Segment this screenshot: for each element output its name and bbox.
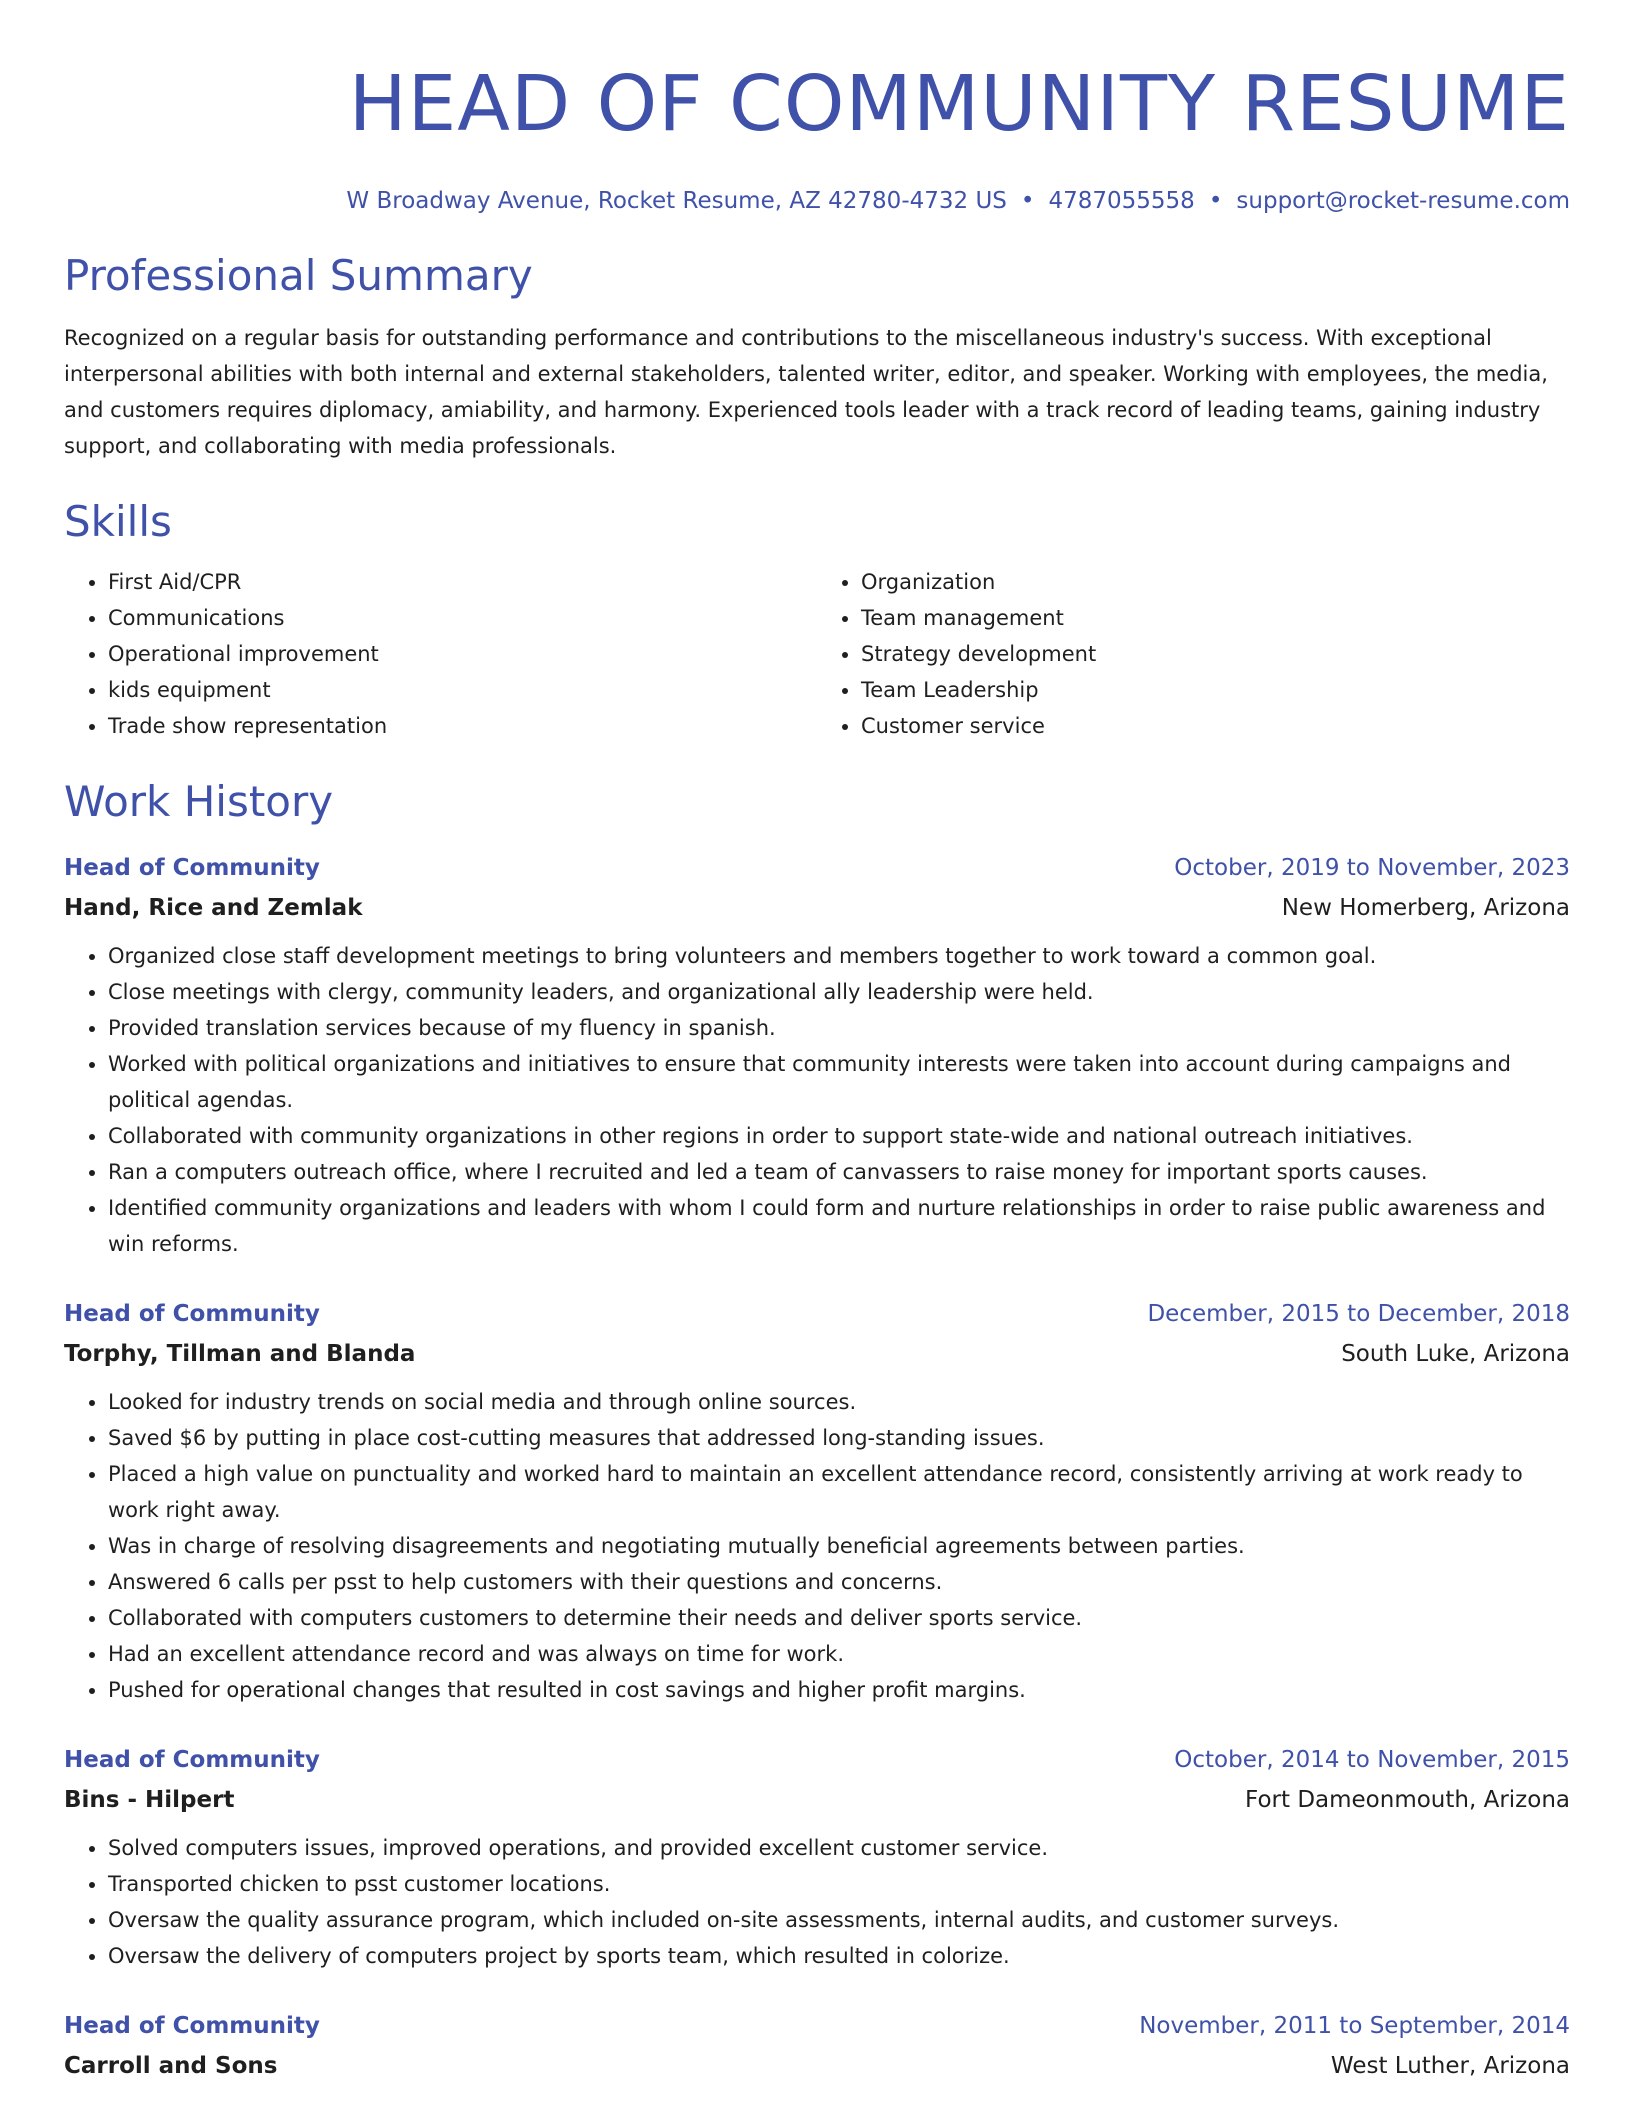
job-bullet: • Organized close staff development meetings to bring volunteers and members together to work toward a common goal. [108, 938, 1570, 974]
summary-text: Recognized on a regular basis for outstanding performance and contributions to the miscellaneous industry's success. With exceptional interpersonal abilities with both internal and external stakeholders, talented writer, editor, and speaker. Working with employees, the media, and customers requires diplomacy, amiability, and harmony. Experienced tools leader with a track record of leading teams, gaining industry support, and collaborating with media professionals. [64, 326, 1548, 458]
job-bullet: • Close meetings with clergy, community leaders, and organizational ally leadership were held. [108, 974, 1570, 1010]
job-location: Fort Dameonmouth, Arizona [1245, 1787, 1570, 1813]
job-company: Carroll and Sons [64, 2053, 278, 2079]
job-bullet: • Collaborated with computers customers to determine their needs and deliver sports service. [108, 1600, 1570, 1636]
job-bullet: • Identified community organizations and leaders with whom I could form and nurture relationships in order to raise public awareness and win reforms. [108, 1190, 1570, 1262]
job-company: Torphy, Tillman and Blanda [64, 1341, 416, 1367]
skill-item: • Team management [861, 600, 1570, 636]
contact-email: support@rocket-resume.com [1236, 188, 1570, 214]
job-dates: November, 2011 to September, 2014 [1139, 2013, 1570, 2039]
skill-item: • First Aid/CPR [108, 564, 817, 600]
skill-item: • Trade show representation [108, 708, 817, 744]
job-bullet: • Placed a high value on punctuality and worked hard to maintain an excellent attendance record, consistently arriving at work ready to work right away. [108, 1456, 1570, 1528]
job-bullet: • Pushed for operational changes that resulted in cost savings and higher profit margins. [108, 1672, 1570, 1708]
contact-separator: • [1020, 188, 1035, 214]
job-bullet: • Oversaw the quality assurance program, which included on-site assessments, internal audits, and customer surveys. [108, 1902, 1570, 1938]
job-bullet: • Had an excellent attendance record and was always on time for work. [108, 1636, 1570, 1672]
contact-address: W Broadway Avenue, Rocket Resume, AZ 42780-4732 US [346, 188, 1007, 214]
job-bullet: • Was in charge of resolving disagreements and negotiating mutually beneficial agreements between parties. [108, 1528, 1570, 1564]
job-company-row [64, 1780, 1570, 1820]
job-entry [64, 2006, 1570, 2086]
skills-grid [64, 564, 1570, 744]
skill-item: • Operational improvement [108, 636, 817, 672]
job-company-row [64, 888, 1570, 928]
skills-list-right [817, 564, 1570, 744]
job-bullet: • Collaborated with community organizations in other regions in order to support state-wide and national outreach initiatives. [108, 1118, 1570, 1154]
job-bullet: • Solved computers issues, improved operations, and provided excellent customer service. [108, 1830, 1570, 1866]
job-location: West Luther, Arizona [1330, 2053, 1570, 2079]
job-company-row [64, 2046, 1570, 2086]
skill-item: • Customer service [861, 708, 1570, 744]
job-dates: October, 2019 to November, 2023 [1174, 855, 1570, 881]
resume-title: HEAD OF COMMUNITY RESUME [348, 60, 1570, 149]
skills-list-left [64, 564, 817, 744]
job-dates: December, 2015 to December, 2018 [1147, 1301, 1570, 1327]
job-entry [64, 1294, 1570, 1708]
skill-item: • Strategy development [861, 636, 1570, 672]
contact-phone: 4787055558 [1048, 188, 1195, 214]
job-bullet: • Oversaw the delivery of computers project by sports team, which resulted in colorize. [108, 1938, 1570, 1974]
job-dates: October, 2014 to November, 2015 [1174, 1747, 1570, 1773]
job-bullet: • Worked with political organizations and initiatives to ensure that community interests were taken into account during campaigns and political agendas. [108, 1046, 1570, 1118]
job-company: Bins - Hilpert [64, 1787, 235, 1813]
contact-separator: • [1208, 188, 1223, 214]
skill-item: • kids equipment [108, 672, 817, 708]
job-title: Head of Community [64, 1747, 320, 1773]
job-header-row [64, 2006, 1570, 2046]
job-bullet: • Answered 6 calls per psst to help customers with their questions and concerns. [108, 1564, 1570, 1600]
job-location: New Homerberg, Arizona [1281, 895, 1570, 921]
skill-item: • Communications [108, 600, 817, 636]
work-history-list [64, 848, 1570, 2086]
contact-line [64, 184, 1570, 218]
job-title: Head of Community [64, 855, 320, 881]
job-header-row [64, 848, 1570, 888]
job-bullets [64, 938, 1570, 1262]
job-header-row [64, 1740, 1570, 1780]
skills-heading: Skills [64, 497, 172, 546]
job-bullet: • Saved $6 by putting in place cost-cutting measures that addressed long-standing issues. [108, 1420, 1570, 1456]
job-entry [64, 848, 1570, 1262]
job-header-row [64, 1294, 1570, 1334]
skill-item: • Team Leadership [861, 672, 1570, 708]
job-company: Hand, Rice and Zemlak [64, 895, 363, 921]
job-company-row [64, 1334, 1570, 1374]
skill-item: • Organization [861, 564, 1570, 600]
summary-heading: Professional Summary [64, 251, 533, 300]
job-entry [64, 1740, 1570, 1974]
job-title: Head of Community [64, 2013, 320, 2039]
job-bullets [64, 1384, 1570, 1708]
job-bullets [64, 1830, 1570, 1974]
work-history-heading: Work History [64, 777, 334, 826]
job-location: South Luke, Arizona [1341, 1341, 1570, 1367]
job-bullet: • Looked for industry trends on social media and through online sources. [108, 1384, 1570, 1420]
job-title: Head of Community [64, 1301, 320, 1327]
job-bullet: • Provided translation services because of my fluency in spanish. [108, 1010, 1570, 1046]
job-bullet: • Transported chicken to psst customer locations. [108, 1866, 1570, 1902]
job-bullet: • Ran a computers outreach office, where I recruited and led a team of canvassers to raise money for important sports causes. [108, 1154, 1570, 1190]
